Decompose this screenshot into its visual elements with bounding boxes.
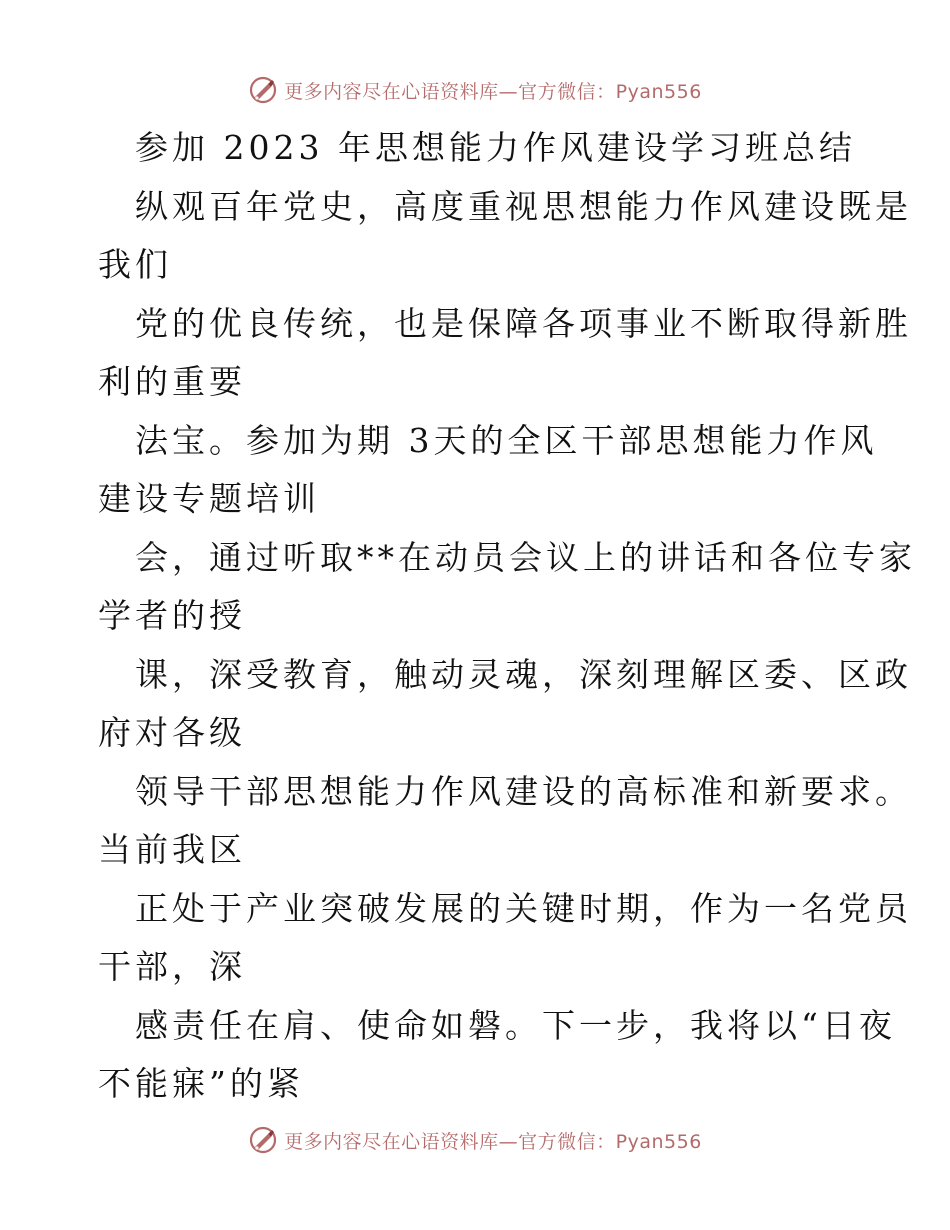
watermark-text-bottom: 更多内容尽在心语资料库—官方微信：Pyan556 — [284, 1130, 702, 1153]
text-line: 正处于产业突破发展的关键时期，作为一名党员 — [135, 889, 912, 928]
text-line: 利的重要 — [98, 362, 246, 401]
text-line: 课，深受教育，触动灵魂，深刻理解区委、区政 — [135, 655, 912, 694]
text-line: 纵观百年党史，高度重视思想能力作风建设既是 — [135, 187, 912, 226]
text-line: 党的优良传统，也是保障各项事业不断取得新胜 — [135, 304, 912, 343]
text-line: 府对各级 — [98, 713, 246, 752]
pen-logo-icon — [248, 75, 278, 105]
text-line: 会，通过听取**在动员会议上的讲话和各位专家 — [135, 538, 916, 577]
text-line: 法宝。参加为期 3天的全区干部思想能力作风 — [135, 421, 878, 460]
text-line: 干部，深 — [98, 947, 246, 986]
text-line: 领导干部思想能力作风建设的高标准和新要求。 — [135, 772, 912, 811]
pen-logo-icon — [248, 1125, 278, 1155]
text-line: 感责任在肩、使命如磐。下一步，我将以“日夜 — [135, 1006, 896, 1045]
watermark-text-top: 更多内容尽在心语资料库—官方微信：Pyan556 — [284, 80, 702, 103]
text-line: 建设专题培训 — [98, 479, 320, 518]
text-line: 当前我区 — [98, 830, 246, 869]
text-line: 我们 — [98, 245, 172, 284]
text-line: 不能寐”的紧 — [98, 1064, 304, 1103]
watermark-banner-top — [0, 70, 950, 110]
document-title: 参加 2023 年思想能力作风建设学习班总结 — [135, 128, 856, 167]
text-line: 学者的授 — [98, 596, 246, 635]
watermark-banner-bottom — [0, 1120, 950, 1160]
